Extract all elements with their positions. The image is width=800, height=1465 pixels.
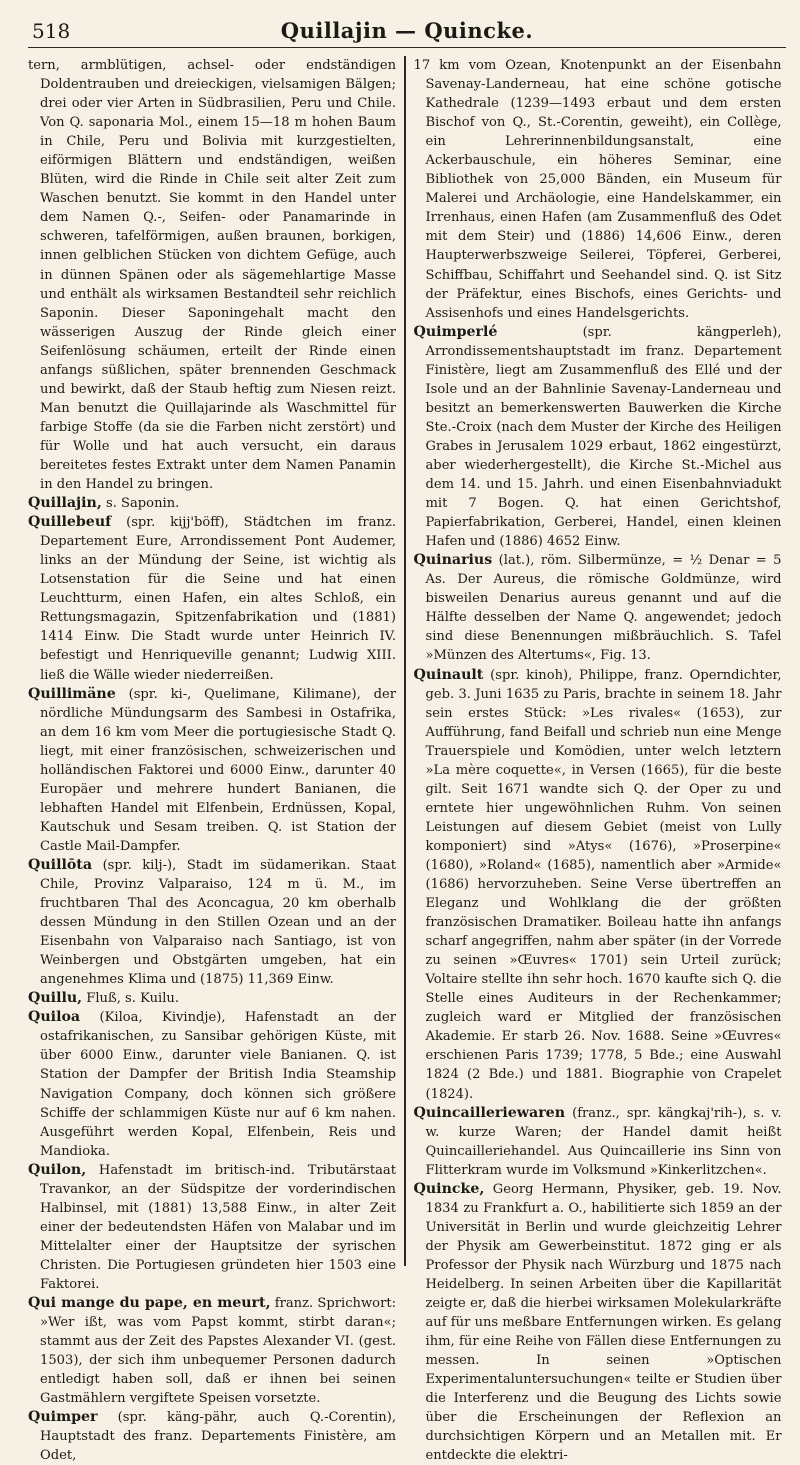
entry-headword: Quincke, bbox=[413, 1180, 485, 1197]
entry-text: Georg Hermann, Physiker, geb. 19. Nov. 1834 zu Frankfurt a. O., habilitierte sich 1859 an der Universität in Berlin und wurde gleichzeitig Lehrer der Physik am Gewerbeinstitut. 1872 ging er als Professor der Physik nach Würzburg und 1875 nach Heidelberg. In seinen Arbeiten über die Kapillarität zeigte er, daß die hierbei wirksamen Molekularkräfte auf für uns meßbare Entfernungen wirken. Es gelang ihm, für eine Reihe von Fällen diese Entfernungen zu messen. In seinen »Optischen Experimentaluntersuchungen« teilte er Studien über die Interferenz und die Beugung des Lichts sowie über die Erscheinungen der Reflexion an durchsichtigen Körpern und an Metallen mit. Er entdeckte die elektri- bbox=[425, 1181, 782, 1464]
left-column bbox=[28, 56, 404, 1464]
entry-text: s. Saponin. bbox=[105, 496, 180, 512]
entry-headword: Quilon, bbox=[28, 1161, 87, 1178]
entry-text: (spr. kinoh), Philippe, franz. Operndichter, geb. 3. Juni 1635 zu Paris, brachte in seinem 18. Jahr sein erstes Stück: »Les rivales« (1653), zur Aufführung, fand Beifall und schrieb nun eine Menge Trauerspiele und Komödien, unter welch letztern »La mère coquette«, in Versen (1665), für die beste gilt. Seit 1671 wandte sich Q. der Oper zu und erntete hier ungewöhnlichen Ruhm. Von seinen Leistungen auf diesem Gebiet (meist von Lully komponiert) sind »Atys« (1676), »Proserpine« (1680), »Roland« (1685), namentlich aber »Armide« (1686) hervorzuheben. Seine Verse übertreffen an Eleganz und Wohlklang die der größten französischen Dramatiker. Boileau hatte ihn anfangs scharf angegriffen, nahm aber später (in der Vorrede zu seinen »Œuvres« 1701) sein Urteil zurück; Voltaire stellte ihn sehr hoch. 1670 kaufte sich Q. die Stelle eines Auditeurs in der Rechenkammer; zugleich ward er Mitglied der französischen Akademie. Er starb 26. Nov. 1688. Seine »Œuvres« erschienen Paris 1739; 1778, 5 Bde.; eine Auswahl 1824 (2 Bde.) und 1881. Biographie von Crapelet (1824). bbox=[425, 667, 782, 1102]
entry-headword: Quillu, bbox=[28, 990, 83, 1007]
dictionary-entry bbox=[414, 1104, 782, 1180]
entry-text: (spr. kijj'böff), Städtchen im franz. Departement Eure, Arrondissement Pont Audemer, links an der Mündung der Seine, ist wichtig als Lotsenstation für die Seine und hat einen Leuchtturm, einen Hafen, ein altes Schloß, ein Rettungsmagazin, Spitzenfabrikation und (1881) 1414 Einw. Die Stadt wurde unter Heinrich IV. befestigt und Henriqueville genannt; Ludwig XIII. ließ die Wälle wieder niederreißen. bbox=[40, 515, 396, 683]
entry-headword: Quillimäne bbox=[28, 685, 116, 702]
entry-headword: Quimperlé bbox=[413, 323, 498, 340]
entry-headword: Quinault bbox=[413, 666, 484, 683]
dictionary-entry bbox=[414, 666, 782, 1104]
entry-headword: Quinarius bbox=[413, 552, 493, 569]
dictionary-entry bbox=[414, 56, 782, 323]
entry-headword: Quimper bbox=[28, 1409, 98, 1426]
entry-text: (spr. ki-, Quelimane, Kilimane), der nördliche Mündungsarm des Sambesi in Ostafrika, an dem 16 km vom Meer die portugiesische Stadt Q. liegt, mit einer französischen, schweizerischen und holländischen Faktorei und 6000 Einw., darunter 40 Europäer und mehrere hundert Banianen, die lebhaften Handel mit Elfenbein, Erdnüssen, Kopal, Kautschuk und Sesam treiben. Q. ist Station der Castle Mail-Dampfer. bbox=[40, 686, 396, 854]
page-number: 518 bbox=[32, 19, 71, 43]
dictionary-entry bbox=[28, 1408, 396, 1465]
entry-text: (lat.), röm. Silbermünze, = ½ Denar = 5 As. Der Aureus, die römische Goldmünze, wird bisweilen Denarius aureus genannt und auf die Hälfte desselben der Name Q. angewendet; jedoch sind diese Benennungen mißbräuchlich. S. Tafel »Münzen des Altertums«, Fig. 13. bbox=[425, 553, 782, 664]
text-columns bbox=[28, 56, 786, 1464]
dictionary-entry bbox=[28, 856, 396, 989]
entry-headword: Quillebeuf bbox=[28, 514, 112, 531]
right-column bbox=[406, 56, 782, 1464]
dictionary-entry bbox=[28, 685, 396, 856]
dictionary-entry bbox=[28, 1161, 396, 1294]
entry-text: Fluß, s. Kuilu. bbox=[86, 991, 179, 1007]
running-head bbox=[28, 12, 786, 48]
entry-text: Hafenstadt im britisch-ind. Tributärstaat Travankor, an der Südspitze der vorderindischen Halbinsel, mit (1881) 13,588 Einw., in alter Zeit einer der bedeutendsten Häfen von Malabar und im Mittelalter einer der Hauptsitze der syrischen Christen. Die Portugiesen gründeten hier 1503 eine Faktorei. bbox=[40, 1162, 396, 1292]
entry-text: 17 km vom Ozean, Knotenpunkt an der Eisenbahn Savenay-Landerneau, hat eine schöne gotische Kathedrale (1239—1493 erbaut und dem ersten Bischof von Q., St.-Corentin, geweiht), ein Collège, ein Lehrerinnenbildungsanstalt, eine Ackerbauschule, ein höheres Seminar, eine Bibliothek von 25,000 Bänden, ein Museum für Malerei und Archäologie, eine Handelskammer, ein Irrenhaus, einen Hafen (am Zusammenfluß des Odet mit dem Steir) und (1886) 14,606 Einw., deren Haupterwerbszweige Seilerei, Töpferei, Gerberei, Schiffbau, Schiffahrt und Seehandel sind. Q. ist Sitz der Präfektur, eines Bischofs, eines Gerichts- und Assisenhofs und eines Handelsgerichts. bbox=[413, 58, 782, 321]
entry-text: (spr. käng-pähr, auch Q.-Corentin), Hauptstadt des franz. Departements Finistère, am Odet, bbox=[40, 1410, 396, 1464]
entry-headword: Qui mange du pape, en meurt, bbox=[28, 1295, 271, 1312]
page-title: Quillajin — Quincke. bbox=[280, 18, 534, 43]
entry-text: (spr. kängperleh), Arrondissementshauptstadt im franz. Departement Finistère, liegt am Zusammenfluß des Ellé und der Isole und an der Bahnlinie Savenay-Landerneau und besitzt an bemerkenswerten Bauwerken die Kirche Ste.-Croix (nach dem Muster der Kirche des Heiligen Grabes in Jerusalem 1029 erbaut, 1862 eingestürzt, aber wiederhergestellt), die Kirche St.-Michel aus dem 14. und 15. Jahrh. und einen Eisenbahnviadukt mit 7 Bogen. Q. hat einen Gerichtshof, Papierfabrikation, Gerberei, Handel, einen kleinen Hafen und (1886) 4652 Einw. bbox=[425, 324, 782, 550]
dictionary-entry bbox=[414, 1180, 782, 1465]
dictionary-entry bbox=[28, 989, 396, 1008]
dictionary-entry bbox=[414, 551, 782, 665]
entry-text: (spr. kilj-), Stadt im südamerikan. Staat Chile, Provinz Valparaiso, 124 m ü. M., im fruchtbaren Thal des Aconcagua, 20 km oberhalb dessen Mündung in den Stillen Ozean und an der Eisenbahn von Valparaiso nach Santiago, ist von Weinbergen und Obstgärten umgeben, hat ein angenehmes Klima und (1875) 11,369 Einw. bbox=[40, 857, 396, 988]
dictionary-entry bbox=[414, 323, 782, 552]
dictionary-entry bbox=[28, 1008, 396, 1160]
dictionary-entry bbox=[28, 494, 396, 513]
entry-text: (Kiloa, Kivindje), Hafenstadt an der ostafrikanischen, zu Sansibar gehörigen Küste, mit über 6000 Einw., darunter viele Banianen. Q. ist Station der Dampfer der British India Steamship Navigation Company, doch können sich größere Schiffe der schlammigen Küste nur auf 6 km nahen. Ausgeführt werden Kopal, Elfenbein, Reis und Mandioka. bbox=[40, 1010, 396, 1159]
dictionary-entry bbox=[28, 513, 396, 684]
entry-text: tern, armblütigen, achsel- oder endständigen Doldentrauben und dreieckigen, vielsamigen Bälgen; drei oder vier Arten in Südbrasilien, Peru und Chile. Von Q. saponaria Mol., einem 15—18 m hohen Baum in Chile, Peru und Bolivia mit kurzgestielten, eiförmigen Blättern und endständigen, weißen Blüten, wird die Rinde in Chile seit alter Zeit zum Waschen benutzt. Sie kommt in den Handel unter dem Namen Q.-, Seifen- oder Panamarinde in schweren, tafelförmigen, außen braunen, borkigen, innen gelblichen Stücken von dichtem Gefüge, auch in dünnen Spänen oder als sägemehlartige Masse und enthält als wirksamen Bestandteil sehr reichlich Saponin. Dieser Saponingehalt macht den wässerigen Auszug der Rinde gleich einer Seifenlösung schäumen, erteilt der Rinde einen anfangs süßlichen, später brennenden Geschmack und bewirkt, daß der Staub heftig zum Niesen reizt. Man benutzt die Quillajarinde als Waschmittel für farbige Stoffe (da sie die Farben nicht zerstört) und für Wolle und hat auch versucht, ein daraus bereitetes festes Extrakt unter dem Namen Panamin in den Handel zu bringen. bbox=[28, 58, 396, 493]
entry-headword: Quillajin, bbox=[28, 495, 102, 512]
dictionary-entry bbox=[28, 56, 396, 494]
entry-headword: Quincailleriewaren bbox=[413, 1104, 566, 1121]
entry-text: (franz., spr. kängkaj'rih-), s. v. w. kurze Waren; der Handel damit heißt Quincailleriehandel. Aus Quincaillerie ins Sinn von Flitterkram wurde im Volksmund »Kinkerlitzchen«. bbox=[425, 1105, 782, 1178]
entry-headword: Quiloa bbox=[28, 1009, 81, 1026]
dictionary-entry bbox=[28, 1294, 396, 1408]
entry-text: franz. Sprichwort: »Wer ißt, was vom Papst kommt, stirbt daran«; stammt aus der Zeit des Papstes Alexander VI. (gest. 1503), der sich ihm unbequemer Personen dadurch entledigt haben soll, daß er ihnen bei seinen Gastmählern vergiftete Speisen vorsetzte. bbox=[40, 1296, 396, 1407]
entry-headword: Quillōta bbox=[28, 856, 93, 873]
